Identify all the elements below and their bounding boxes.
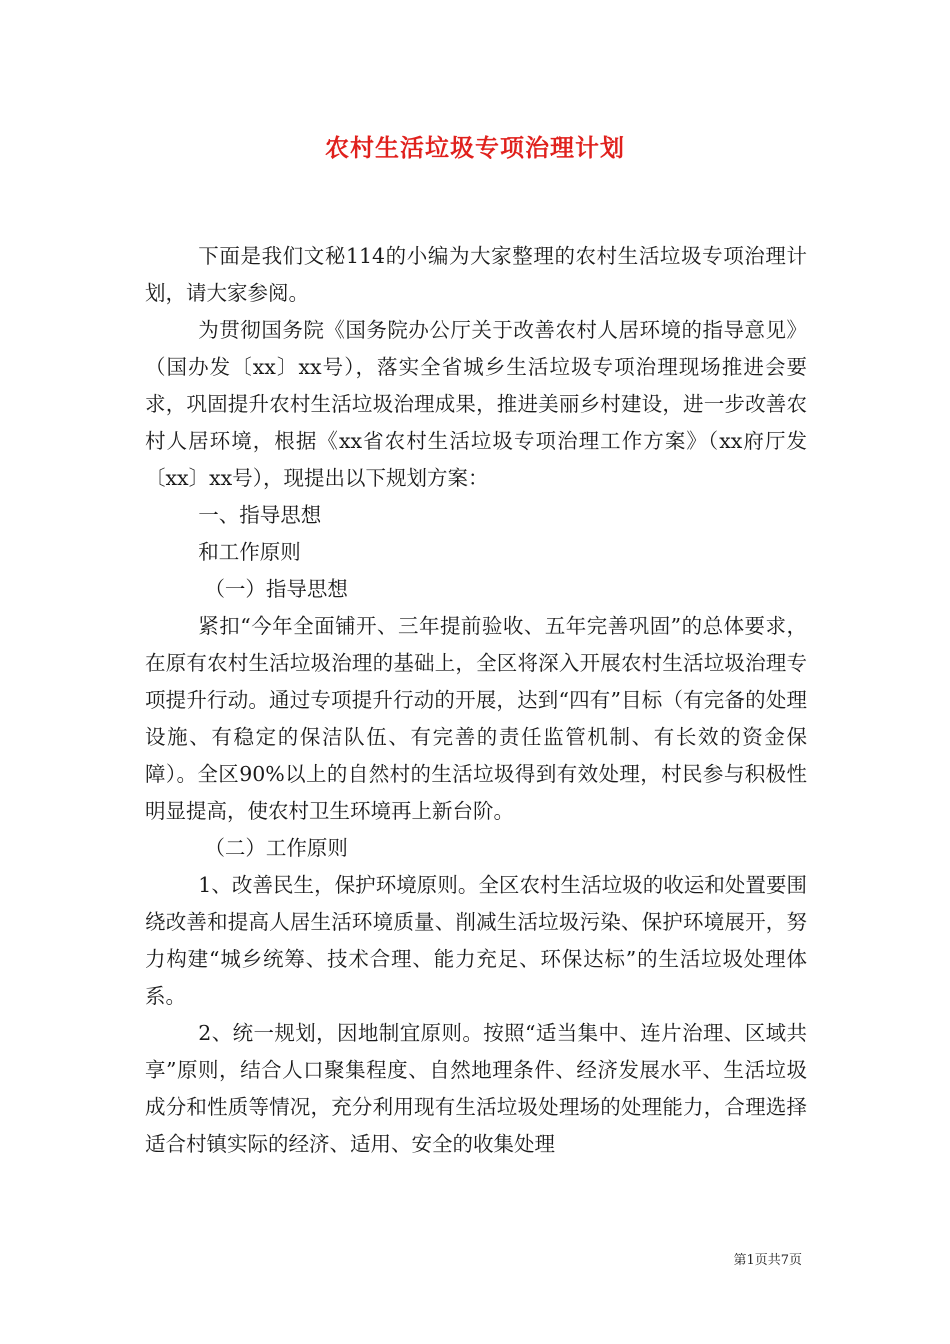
paragraph-principle-1: 1、改善民生，保护环境原则。全区农村生活垃圾的收运和处置要围绕改善和提高人居生活环境质量、削减生活垃圾污染、保护环境展开，努力构建“城乡统筹、技术合理、能力充足、环保达标”的生活垃圾处理体系。 [145, 873, 807, 1008]
subsection-heading-guiding: （一）指导思想 [204, 577, 348, 601]
paragraph-guiding: 紧扣“今年全面铺开、三年提前验收、五年完善巩固”的总体要求，在原有农村生活垃圾治理的基础上，全区将深入开展农村生活垃圾治理专项提升行动。通过专项提升行动的开展，达到“四有”目标（有完备的处理设施、有稳定的保洁队伍、有完善的责任监管机制、有长效的资金保障）。全区90%以上的自然村的生活垃圾得到有效处理，村民参与积极性明显提高，使农村卫生环境再上新台阶。 [145, 614, 807, 823]
subsection-heading-principles: （二）工作原则 [204, 836, 348, 860]
section-heading-1: 一、指导思想 [198, 503, 322, 527]
paragraph-purpose: 为贯彻国务院《国务院办公厅关于改善农村人居环境的指导意见》（国办发〔xx〕xx号），落实全省城乡生活垃圾专项治理现场推进会要求，巩固提升农村生活垃圾治理成果，推进美丽乡村建设，进一步改善农村人居环境，根据《xx省农村生活垃圾专项治理工作方案》（xx府厅发〔xx〕xx号），现提出以下规划方案： [145, 318, 807, 490]
page-number: 第1页共7页 [733, 1253, 802, 1268]
document-body [145, 238, 807, 1163]
paragraph-principle-2: 2、统一规划，因地制宜原则。按照“适当集中、连片治理、区域共享”原则，结合人口聚集程度、自然地理条件、经济发展水平、生活垃圾成分和性质等情况，充分利用现有生活垃圾处理场的处理能力，合理选择适合村镇实际的经济、适用、安全的收集处理 [145, 1021, 807, 1156]
section-heading-1-cont: 和工作原则 [198, 540, 301, 564]
paragraph-intro: 下面是我们文秘114的小编为大家整理的农村生活垃圾专项治理计划，请大家参阅。 [145, 244, 807, 305]
document-title: 农村生活垃圾专项治理计划 [325, 134, 625, 162]
